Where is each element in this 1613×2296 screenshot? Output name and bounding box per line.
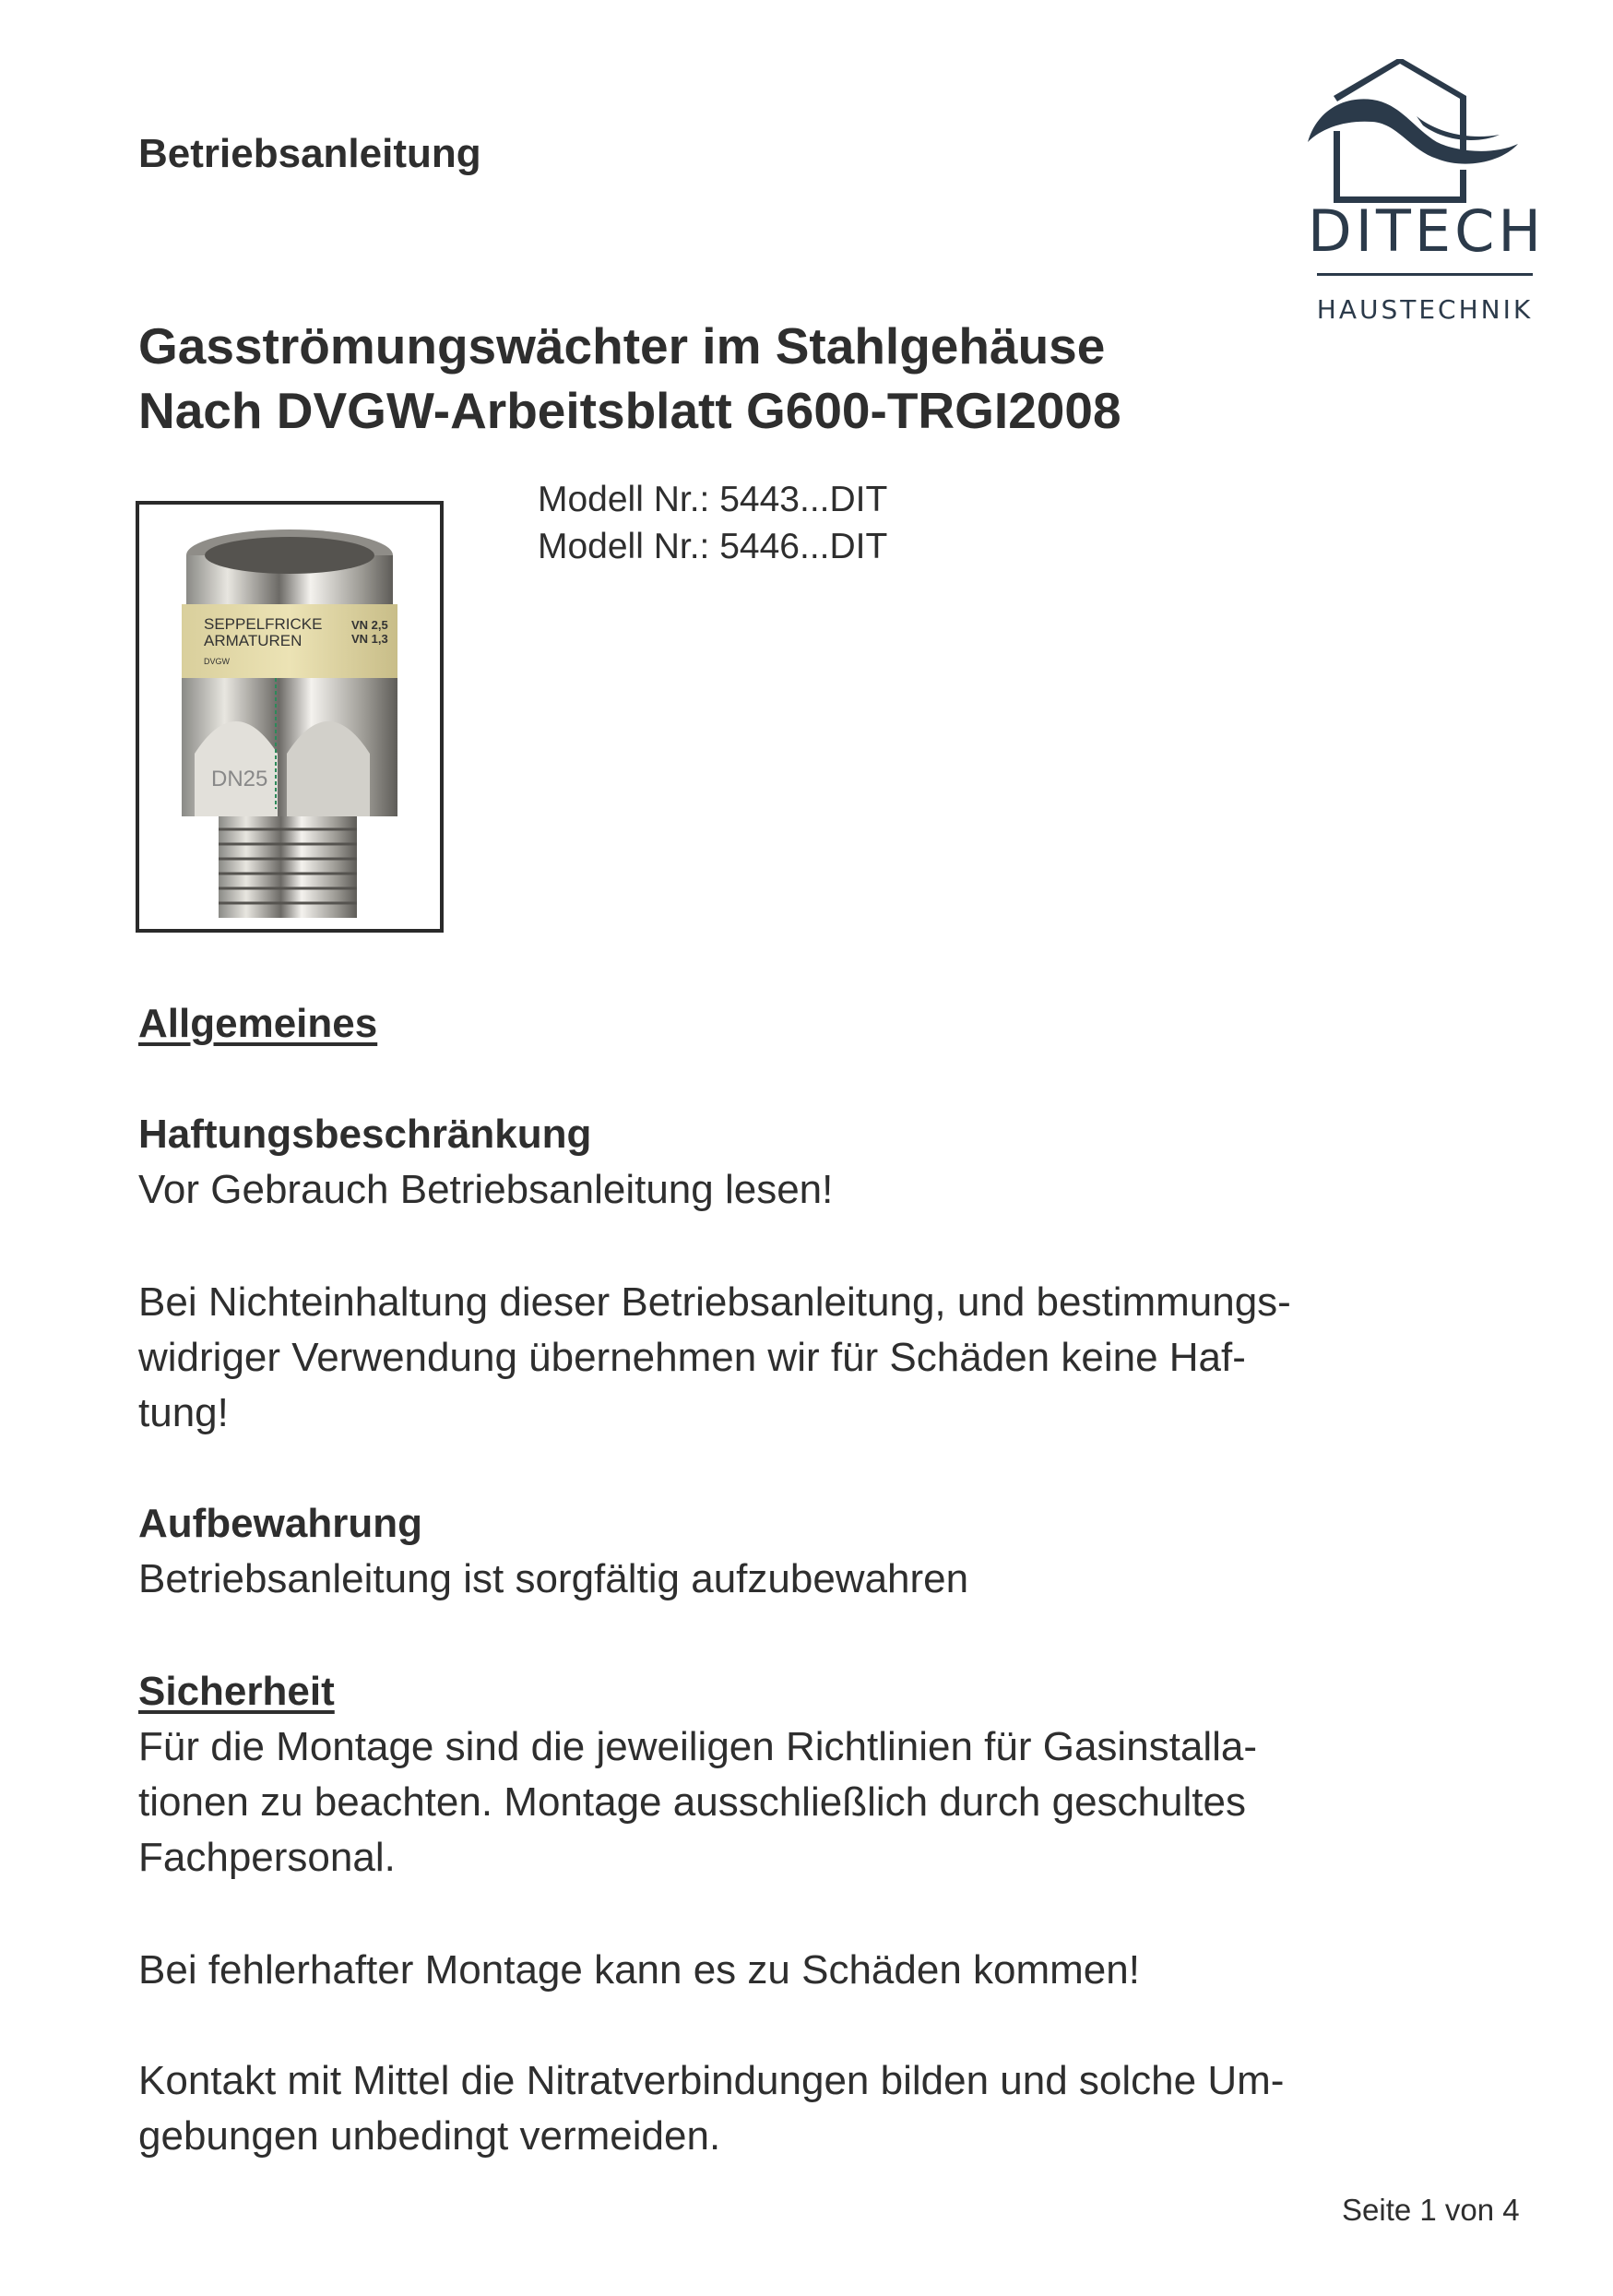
svg-text:SEPPELFRICKE: SEPPELFRICKE	[204, 615, 323, 633]
title-line-2: Nach DVGW-Arbeitsblatt G600-TRGI2008	[138, 382, 1121, 439]
text-line: tionen zu beachten. Montage ausschließlich durch geschultes	[138, 1779, 1246, 1825]
heading-sicherheit: Sicherheit	[138, 1669, 335, 1714]
svg-text:VN 1,3: VN 1,3	[351, 632, 388, 646]
paragraph-faulty-mounting: Bei fehlerhafter Montage kann es zu Schäden kommen!	[138, 1947, 1140, 1993]
svg-text:ARMATUREN: ARMATUREN	[204, 632, 302, 649]
section-aufbewahrung	[138, 1496, 1466, 1607]
heading-aufbewahrung: Aufbewahrung	[138, 1501, 422, 1546]
document-type-label: Betriebsanleitung	[138, 131, 481, 176]
text-line: widriger Verwendung übernehmen wir für Schäden keine Haf-	[138, 1335, 1246, 1380]
text-line: gebungen unbedingt vermeiden.	[138, 2113, 721, 2159]
text-line: Für die Montage sind die jeweiligen Richtlinien für Gasinstalla-	[138, 1724, 1258, 1769]
house-wave-logo-icon	[1308, 59, 1542, 207]
logo-tagline: HAUSTECHNIK	[1316, 294, 1534, 325]
text-line: Kontakt mit Mittel die Nitratverbindungen bilden und solche Um-	[138, 2058, 1285, 2103]
paragraph-mounting	[138, 1719, 1466, 1886]
model-number: Modell Nr.: 5446...DIT	[538, 527, 888, 566]
model-numbers	[538, 476, 887, 570]
text-line: Fachpersonal.	[138, 1835, 396, 1880]
heading-allgemeines: Allgemeines	[138, 1001, 378, 1046]
document-title	[138, 314, 1121, 443]
logo-brand: DITECH	[1308, 197, 1545, 265]
svg-text:DN25: DN25	[211, 767, 268, 791]
paragraph: Vor Gebrauch Betriebsanleitung lesen!	[138, 1167, 834, 1212]
paragraph-nitrate-warning	[138, 2053, 1466, 2164]
gas-flow-monitor-image	[139, 505, 440, 929]
heading-haftung: Haftungsbeschränkung	[138, 1112, 592, 1157]
text-line: Bei Nichteinhaltung dieser Betriebsanleitung, und bestimmungs-	[138, 1279, 1291, 1325]
svg-text:VN 2,5: VN 2,5	[351, 618, 388, 632]
model-number: Modell Nr.: 5443...DIT	[538, 480, 888, 519]
title-line-1: Gasströmungswächter im Stahlgehäuse	[138, 317, 1106, 375]
paragraph-liability	[138, 1275, 1466, 1441]
logo-divider	[1317, 273, 1533, 276]
svg-text:DVGW: DVGW	[204, 657, 230, 666]
ditech-logo	[1308, 59, 1545, 336]
section-haftung	[138, 1107, 1466, 1218]
paragraph: Betriebsanleitung ist sorgfältig aufzubewahren	[138, 1556, 969, 1601]
section-sicherheit	[138, 1664, 1466, 1886]
text-line: tung!	[138, 1390, 229, 1435]
page-indicator: Seite 1 von 4	[1342, 2193, 1520, 2227]
product-photo	[136, 501, 444, 933]
